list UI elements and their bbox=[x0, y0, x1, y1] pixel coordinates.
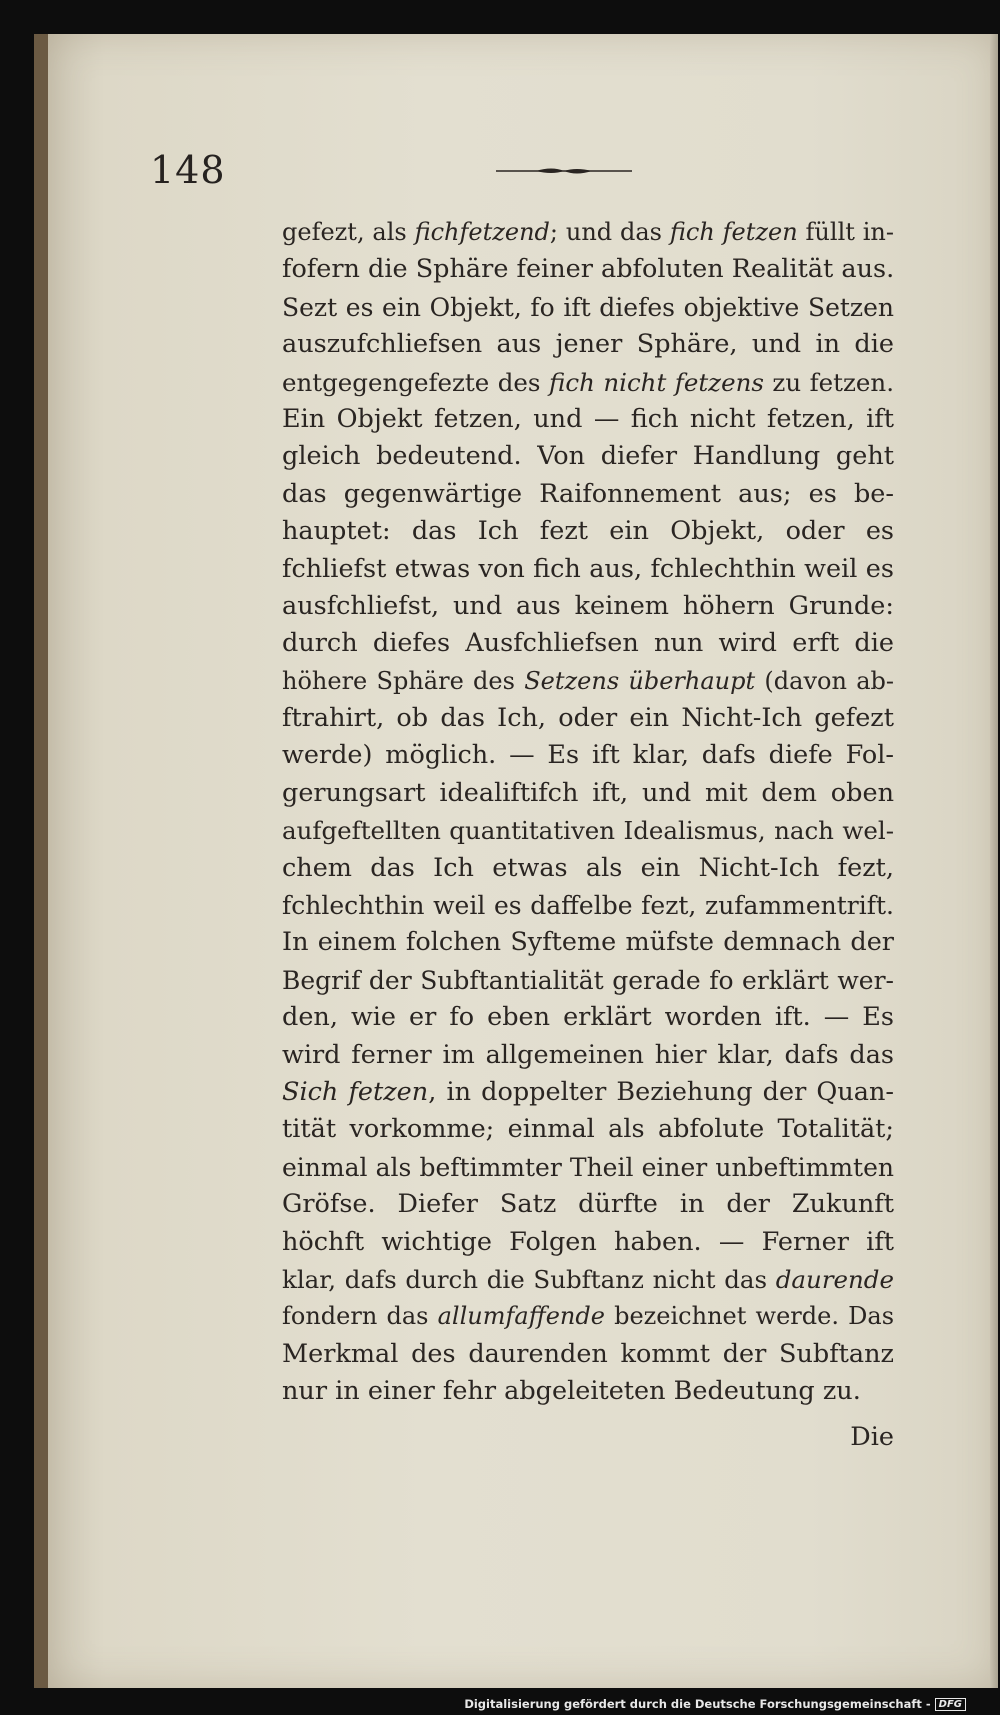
catchword: Die bbox=[850, 1422, 894, 1452]
text-line bbox=[282, 551, 894, 588]
ornament-swell bbox=[536, 169, 592, 174]
dfg-logo: DFG bbox=[935, 1698, 966, 1711]
text-line bbox=[282, 1111, 894, 1148]
credit-text: Digitalisierung gefördert durch die Deutsche Forschungsgemeinschaft - bbox=[464, 1697, 931, 1711]
text-segment: ausfchliefst, und aus keinem höhern Grunde: bbox=[282, 590, 894, 621]
text-line bbox=[282, 438, 894, 475]
text-line bbox=[282, 289, 894, 326]
text-line bbox=[282, 1373, 894, 1410]
text-segment: zu fetzen. bbox=[763, 367, 894, 397]
text-segment: fondern das bbox=[282, 1302, 438, 1331]
text-segment: hauptet: das Ich fezt ein Objekt, oder es bbox=[282, 516, 894, 547]
text-segment: werde) möglich. — Es ift klar, dafs diefe Fol- bbox=[282, 740, 894, 771]
emphasized-text: Sich fetzen bbox=[282, 1076, 429, 1107]
text-segment: Gröfse. Diefer Satz dürfte in der Zukunft bbox=[282, 1189, 894, 1220]
text-segment: gerungsart idealiftifch ift, und mit dem oben bbox=[282, 777, 894, 808]
text-segment: , in doppelter Beziehung der Quan- bbox=[428, 1076, 894, 1107]
text-segment: chem das Ich etwas als ein Nicht-Ich fezt, bbox=[282, 852, 894, 883]
header-ornament-rule bbox=[496, 166, 632, 176]
text-segment: fchliefst etwas von fich aus, fchlechthin weil es bbox=[282, 553, 894, 584]
text-segment: füllt in- bbox=[797, 218, 894, 246]
text-segment: wird ferner im allgemeinen hier klar, dafs das bbox=[282, 1039, 894, 1070]
text-segment: (davon ab- bbox=[755, 666, 894, 695]
text-line bbox=[282, 513, 894, 550]
text-line bbox=[282, 700, 894, 737]
text-line bbox=[282, 625, 894, 662]
text-segment: klar, dafs durch die Subftanz nicht das bbox=[282, 1264, 776, 1294]
text-line bbox=[282, 364, 894, 401]
text-line bbox=[282, 1186, 894, 1223]
text-segment: tität vorkomme; einmal als abfolute Totalität; bbox=[282, 1114, 894, 1145]
text-segment: Merkmal des daurenden kommt der Subftanz bbox=[282, 1338, 894, 1369]
text-segment: Ein Objekt fetzen, und — fich nicht fetzen, ift bbox=[282, 403, 894, 434]
text-line bbox=[282, 1224, 894, 1261]
text-line bbox=[282, 962, 894, 999]
text-line bbox=[282, 737, 894, 774]
text-line bbox=[282, 1298, 894, 1335]
text-line bbox=[282, 663, 894, 700]
text-line bbox=[282, 1261, 894, 1298]
text-segment: entgegengefezte des bbox=[282, 367, 549, 397]
text-line bbox=[282, 850, 894, 887]
text-line bbox=[282, 401, 894, 438]
emphasized-text: fich nicht fetzens bbox=[549, 367, 764, 397]
emphasized-text: fich fetzen bbox=[669, 218, 798, 246]
text-segment: fofern die Sphäre feiner abfoluten Realität aus. bbox=[282, 254, 894, 285]
text-segment: fchlechthin weil es daffelbe fezt, zufammentrift. bbox=[282, 891, 894, 921]
emphasized-text: Setzens überhaupt bbox=[524, 666, 756, 695]
text-line bbox=[282, 476, 894, 513]
text-segment: auszufchliefsen aus jener Sphäre, und in die bbox=[282, 329, 894, 360]
text-segment: das gegenwärtige Raifonnement aus; es be- bbox=[282, 478, 894, 509]
text-segment: gefezt, als bbox=[282, 218, 415, 246]
text-line bbox=[282, 775, 894, 812]
text-segment: höchft wichtige Folgen haben. — Ferner ift bbox=[282, 1226, 894, 1257]
text-line bbox=[282, 588, 894, 625]
digitization-credit bbox=[464, 1697, 966, 1711]
text-segment: aufgeftellten quantitativen Idealismus, nach wel- bbox=[282, 816, 894, 846]
text-segment: Sezt es ein Objekt, fo ift diefes objektive Setzen bbox=[282, 292, 894, 322]
text-segment: Begrif der Subftantialität gerade fo erklärt wer- bbox=[282, 965, 894, 995]
text-line bbox=[282, 1037, 894, 1074]
text-segment: ftrahirt, ob das Ich, oder ein Nicht-Ich gefezt bbox=[282, 703, 894, 734]
text-segment: nur in einer fehr abgeleiteten Bedeutung zu. bbox=[282, 1376, 861, 1407]
page-number: 148 bbox=[150, 148, 226, 192]
text-segment: höhere Sphäre des bbox=[282, 666, 525, 695]
text-line bbox=[282, 1074, 894, 1111]
text-line bbox=[282, 887, 894, 924]
text-segment: einmal als beftimmter Theil einer unbeftimmten bbox=[282, 1152, 894, 1182]
text-segment: durch diefes Ausfchliefsen nun wird erft die bbox=[282, 628, 894, 659]
text-line bbox=[282, 924, 894, 961]
text-segment: den, wie er fo eben erklärt worden ift. — Es bbox=[282, 1002, 894, 1033]
emphasized-text: fichfetzend bbox=[414, 218, 550, 246]
text-line bbox=[282, 812, 894, 849]
text-segment: ; und das bbox=[549, 218, 670, 246]
emphasized-text: daurende bbox=[775, 1264, 894, 1294]
text-line bbox=[282, 999, 894, 1036]
page-edge bbox=[990, 34, 998, 1688]
text-segment: gleich bedeutend. Von diefer Handlung geht bbox=[282, 441, 894, 472]
text-segment: In einem folchen Syfteme müfste demnach der bbox=[282, 927, 894, 958]
text-line bbox=[282, 326, 894, 363]
text-segment: bezeichnet werde. Das bbox=[604, 1302, 894, 1331]
text-line bbox=[282, 1149, 894, 1186]
emphasized-text: allumfaffende bbox=[437, 1302, 605, 1331]
text-line bbox=[282, 1336, 894, 1373]
text-line bbox=[282, 214, 894, 251]
text-line bbox=[282, 251, 894, 288]
body-text bbox=[282, 214, 894, 1411]
